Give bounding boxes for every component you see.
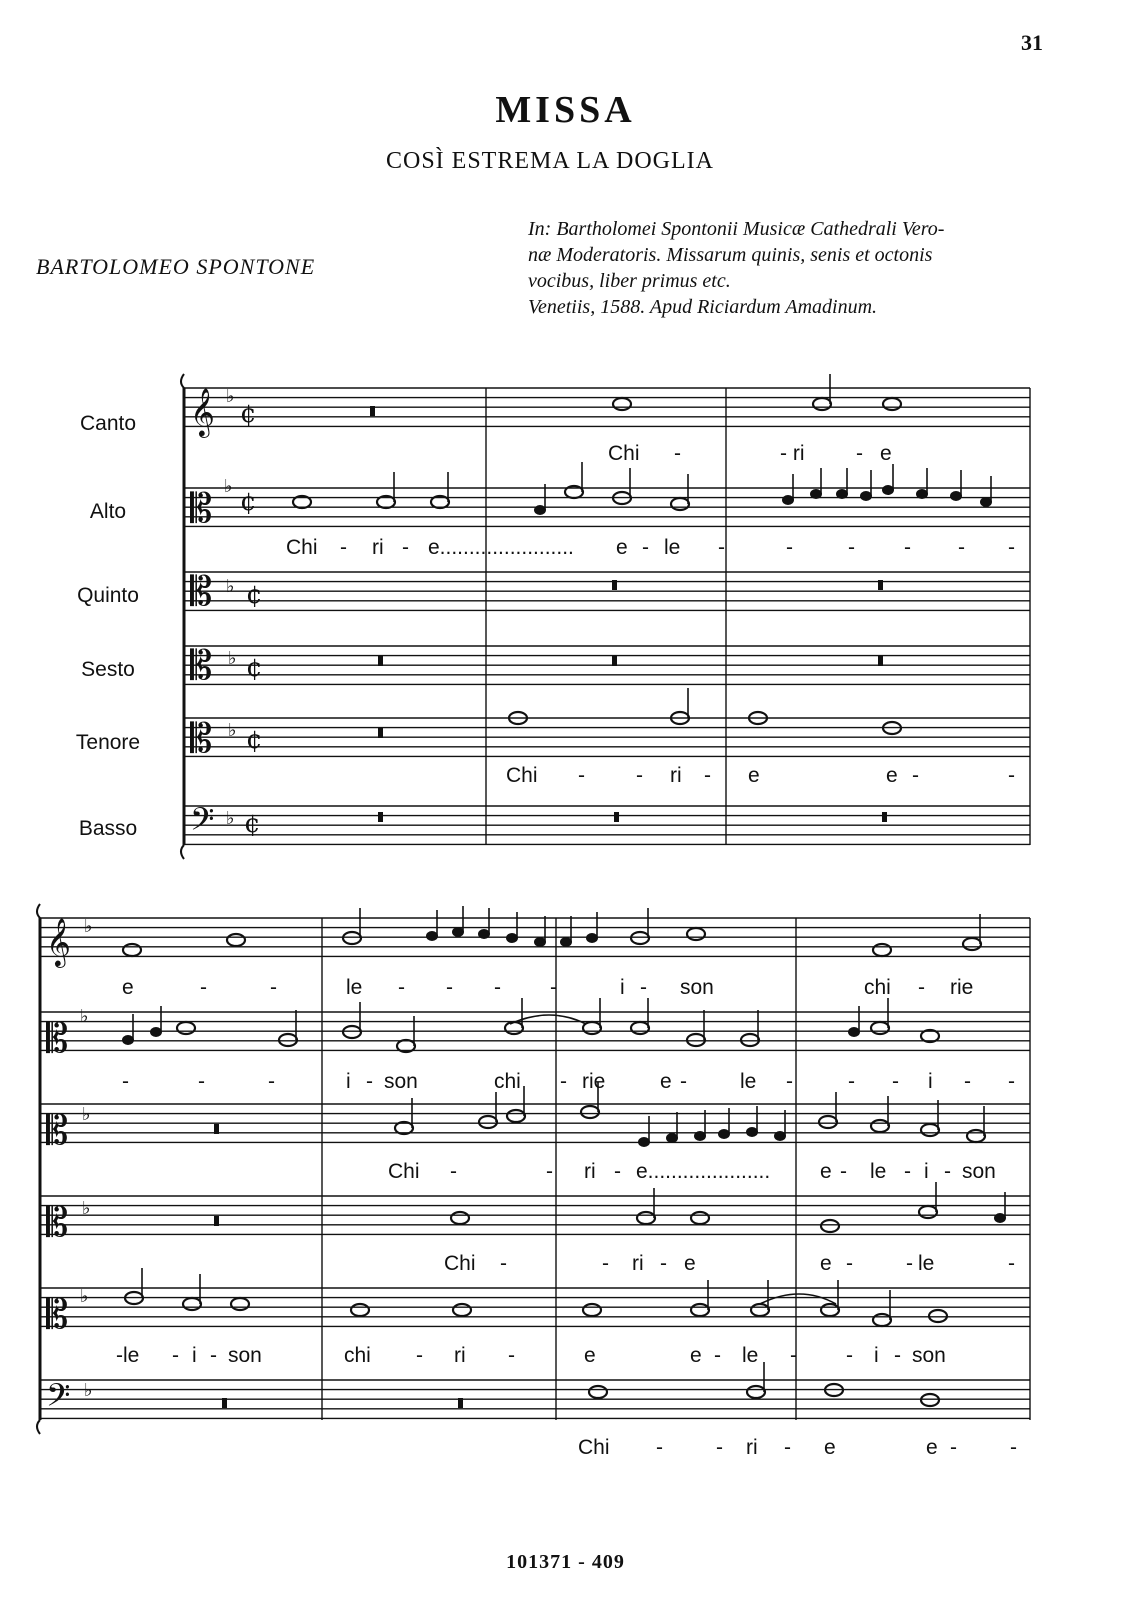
flat-icon: ♭ [82,1104,91,1125]
lyric-s2-basso-8: - [950,1436,957,1459]
plate-number: 101371 - 409 [506,1551,625,1573]
voice-label-basso: Basso [78,817,138,840]
lyric-s1-alto-11: - [848,536,855,559]
lyric-s2-alto-9: rie [582,1070,606,1093]
lyric-s2-tenore-12: - [714,1344,721,1367]
lyric-s2-basso-3: - [716,1436,723,1459]
voice-label-canto: Canto [79,412,137,435]
cut-time-icon: ¢ [246,725,263,755]
bracket-hook [181,845,184,859]
lyric-s2-canto-2: - [200,976,207,999]
lyric-s1-tenore-2: - [578,764,585,787]
lyric-s2-sesto-2: - [500,1252,507,1275]
lyric-s2-canto-4: le [346,976,363,999]
page-title: MISSA [495,89,636,131]
lyric-s2-tenore-1: -le [116,1344,140,1367]
lyric-s2-quinto-1: Chi [388,1160,420,1183]
cut-time-icon: ¢ [246,653,263,683]
lyric-s2-sesto-8: - [846,1252,853,1275]
lyric-s2-quinto-3: - [546,1160,553,1183]
rest [378,812,383,822]
lyric-s2-canto-13: - [918,976,925,999]
lyric-s2-tenore-9: - [508,1344,515,1367]
lyric-s2-quinto-10: - [904,1160,911,1183]
composer-name: BARTOLOMEO SPONTONE [36,254,316,279]
lyric-s2-tenore-15: - [846,1344,853,1367]
lyric-s2-quinto-9: le [870,1160,887,1183]
lyric-s2-quinto-2: - [450,1160,457,1183]
clef-icon: 𝄡 [46,1016,69,1062]
note [691,1212,709,1224]
voice-label-tenore: Tenore [75,731,141,754]
lyric-s2-canto-1: e [122,976,134,999]
note [921,1394,939,1406]
rest [882,812,887,822]
note [921,1124,939,1136]
flat-icon: ♭ [226,808,235,829]
note [451,1212,469,1224]
lyric-s2-basso-7: e [926,1436,938,1459]
note [687,928,705,940]
rest [614,812,619,822]
lyric-s2-alto-14: - [848,1070,855,1093]
clefs [46,386,263,1421]
flat-icon: ♭ [80,1286,89,1307]
source-line-2: næ Moderatoris. Missarum quinis, senis et octonis [528,244,933,266]
note [453,1304,471,1316]
lyric-s2-sesto-4: ri [632,1252,644,1275]
lyric-s1-alto-2: - [340,536,347,559]
bracket-hook [181,374,184,388]
lyric-s2-alto-7: chi [494,1070,521,1093]
note [123,944,141,956]
clef-icon: 𝄡 [190,643,213,689]
note [183,1298,201,1310]
note [343,1026,361,1038]
lyric-s2-tenore-17: - [894,1344,901,1367]
lyric-s1-tenore-3: - [636,764,643,787]
page-subtitle: COSÌ ESTREMA LA DOGLIA [385,148,714,174]
voice-label-alto: Alto [89,500,127,523]
page-number: 31 [1021,30,1043,55]
note [589,1386,607,1398]
flat-icon: ♭ [84,916,93,937]
source-line-1: In: Bartholomei Spontonii Musicæ Cathedrali Vero- [528,218,945,240]
rest [458,1398,463,1408]
clef-icon: 𝄡 [46,1200,69,1246]
source-line-4: Venetiis, 1588. Apud Riciardum Amadinum. [528,296,878,318]
lyric-s2-canto-12: chi [864,976,891,999]
lyric-s1-alto-13: - [958,536,965,559]
note [507,1110,525,1122]
note [751,1304,769,1316]
lyric-s2-basso-2: - [656,1436,663,1459]
note [613,398,631,410]
lyric-s1-tenore-5: - [704,764,711,787]
lyric-s2-canto-8: - [550,976,557,999]
lyric-s2-alto-11: - [680,1070,687,1093]
lyric-s2-quinto-4: ri [584,1160,596,1183]
cut-time-icon: ¢ [240,487,257,517]
note [231,1298,249,1310]
lyric-s2-alto-2: - [198,1070,205,1093]
note [929,1310,947,1322]
note [813,398,831,410]
note [873,1314,891,1326]
note [343,932,361,944]
voice-label-quinto: Quinto [77,584,139,607]
rest [214,1216,219,1226]
lyric-s2-alto-15: - [892,1070,899,1093]
rest [378,728,383,738]
lyric-s1-alto-4: - [402,536,409,559]
clef-icon: 𝄡 [190,716,213,762]
flat-icon: ♭ [80,1006,89,1027]
flat-icon: ♭ [226,386,235,407]
cut-time-icon: ¢ [246,580,263,610]
lyric-s2-alto-4: i [346,1070,351,1093]
note [741,1034,759,1046]
clef-icon: 𝄞 [46,917,71,966]
note [821,1220,839,1232]
lyric-s1-alto-14: - [1008,536,1015,559]
lyric-s2-alto-12: le [740,1070,757,1093]
clef-icon: 𝄡 [46,1292,69,1338]
lyric-s2-sesto-1: Chi [444,1252,476,1275]
lyric-s2-tenore-4: - [210,1344,217,1367]
lyric-s2-basso-9: - [1010,1436,1017,1459]
tie [760,1294,836,1304]
note [505,1022,523,1034]
note [691,1304,709,1316]
rest [612,580,617,590]
bracket-hook [37,1420,40,1434]
voice-label-sesto: Sesto [81,658,135,681]
note [963,938,981,950]
note [819,1116,837,1128]
lyric-s2-basso-4: ri [746,1436,758,1459]
lyric-s2-sesto-9: - [906,1252,913,1275]
lyric-s2-canto-5: - [398,976,405,999]
flat-icon: ♭ [228,648,237,669]
lyric-s2-alto-10: e [660,1070,672,1093]
lyric-s2-alto-18: - [1008,1070,1015,1093]
lyric-s2-tenore-14: - [790,1344,797,1367]
lyric-s1-tenore-9: - [1008,764,1015,787]
lyric-s2-tenore-16: i [874,1344,879,1367]
clef-icon: 𝄡 [190,486,213,532]
lyric-s2-quinto-6: e..................... [636,1160,771,1183]
lyric-s2-quinto-7: e [820,1160,832,1183]
clef-icon: 𝄡 [190,569,213,615]
lyric-s2-basso-6: e [824,1436,836,1459]
lyric-s2-canto-3: - [270,976,277,999]
note [177,1022,195,1034]
lyric-s1-alto-8: le [664,536,681,559]
lyric-s2-canto-6: - [446,976,453,999]
lyric-s2-tenore-7: - [416,1344,423,1367]
lyric-s2-canto-10: - [640,976,647,999]
lyric-s1-alto-10: - [786,536,793,559]
lyric-s2-quinto-12: - [944,1160,951,1183]
note [967,1130,985,1142]
lyric-s1-alto-1: Chi [286,536,318,559]
flat-icon: ♭ [84,1380,93,1401]
lyric-s2-tenore-2: - [172,1344,179,1367]
lyric-s2-alto-16: i [928,1070,933,1093]
lyric-s2-tenore-5: son [228,1344,262,1367]
rest [370,406,375,416]
lyric-s2-canto-11: son [680,976,714,999]
lyric-s2-basso-5: - [784,1436,791,1459]
lyric-s1-tenore-4: ri [670,764,682,787]
note [279,1034,297,1046]
note [631,1022,649,1034]
lyric-s2-canto-14: rie [950,976,974,999]
lyric-s1-alto-3: ri [372,536,384,559]
lyric-s2-sesto-11: - [1008,1252,1015,1275]
rest [214,1124,219,1134]
note [631,932,649,944]
lyric-s2-alto-5: - [366,1070,373,1093]
lyric-s1-canto-4: - [856,442,863,465]
cut-time-icon: ¢ [244,809,261,839]
note [581,1106,599,1118]
lyric-s1-canto-2: - [674,442,681,465]
lyric-s1-tenore-7: e [886,764,898,787]
lyric-s1-alto-7: - [642,536,649,559]
note [871,1120,889,1132]
lyric-s2-quinto-5: - [614,1160,621,1183]
note [351,1304,369,1316]
note [227,934,245,946]
lyric-s2-basso-1: Chi [578,1436,610,1459]
lyric-s2-tenore-10: e [584,1344,596,1367]
lyric-s2-sesto-6: e [684,1252,696,1275]
flat-icon: ♭ [228,720,237,741]
flat-icon: ♭ [82,1198,91,1219]
note [671,498,689,510]
notes [122,374,1006,1408]
lyric-s2-quinto-13: son [962,1160,996,1183]
lyric-s1-alto-5: e....................... [428,536,574,559]
flat-icon: ♭ [224,476,233,497]
lyric-s1-tenore-8: - [912,764,919,787]
lyric-s2-alto-6: son [384,1070,418,1093]
note [479,1116,497,1128]
lyric-s1-alto-6: e [616,536,628,559]
clef-icon: 𝄢 [190,801,215,845]
lyric-s2-tenore-18: son [912,1344,946,1367]
lyric-s2-tenore-11: e [690,1344,702,1367]
note [873,944,891,956]
lyric-s2-tenore-13: le [742,1344,759,1367]
lyric-s2-quinto-8: - [840,1160,847,1183]
clef-icon: 𝄞 [190,387,215,436]
note [871,1022,889,1034]
rest [378,656,383,666]
lyric-s2-sesto-3: - [602,1252,609,1275]
lyric-s1-alto-9: - [718,536,725,559]
lyric-s1-canto-5: e [880,442,892,465]
clef-icon: 𝄡 [46,1108,69,1154]
note [919,1206,937,1218]
lyric-s2-alto-17: - [964,1070,971,1093]
lyric-s2-canto-7: - [494,976,501,999]
lyric-s2-tenore-3: i [192,1344,197,1367]
cut-time-icon: ¢ [240,399,257,429]
rest [222,1398,227,1408]
lyric-s1-tenore-1: Chi [506,764,538,787]
lyric-s2-tenore-6: chi [344,1344,371,1367]
bracket-hook [37,904,40,918]
lyric-s2-sesto-10: le [918,1252,935,1275]
rest [878,656,883,666]
lyric-s2-alto-1: - [122,1070,129,1093]
lyric-s2-tenore-8: ri [454,1344,466,1367]
lyric-s2-alto-3: - [268,1070,275,1093]
lyric-s1-canto-1: Chi [608,442,640,465]
note [687,1034,705,1046]
lyric-s1-canto-3: - ri [780,442,805,465]
note [883,398,901,410]
rest [612,656,617,666]
source-line-3: vocibus, liber primus etc. [528,270,731,292]
note [821,1304,839,1316]
lyric-s2-alto-13: - [786,1070,793,1093]
staff-lines [37,374,1030,1434]
note [583,1304,601,1316]
flat-icon: ♭ [226,576,235,597]
lyric-s2-alto-8: - [560,1070,567,1093]
lyric-s1-tenore-6: e [748,764,760,787]
clef-icon: 𝄢 [46,1377,71,1421]
lyric-s2-quinto-11: i [924,1160,929,1183]
note [747,1386,765,1398]
lyric-s2-sesto-5: - [660,1252,667,1275]
lyric-s2-canto-9: i [620,976,625,999]
rest [878,580,883,590]
lyric-s1-alto-12: - [904,536,911,559]
note [637,1212,655,1224]
lyric-s2-sesto-7: e [820,1252,832,1275]
